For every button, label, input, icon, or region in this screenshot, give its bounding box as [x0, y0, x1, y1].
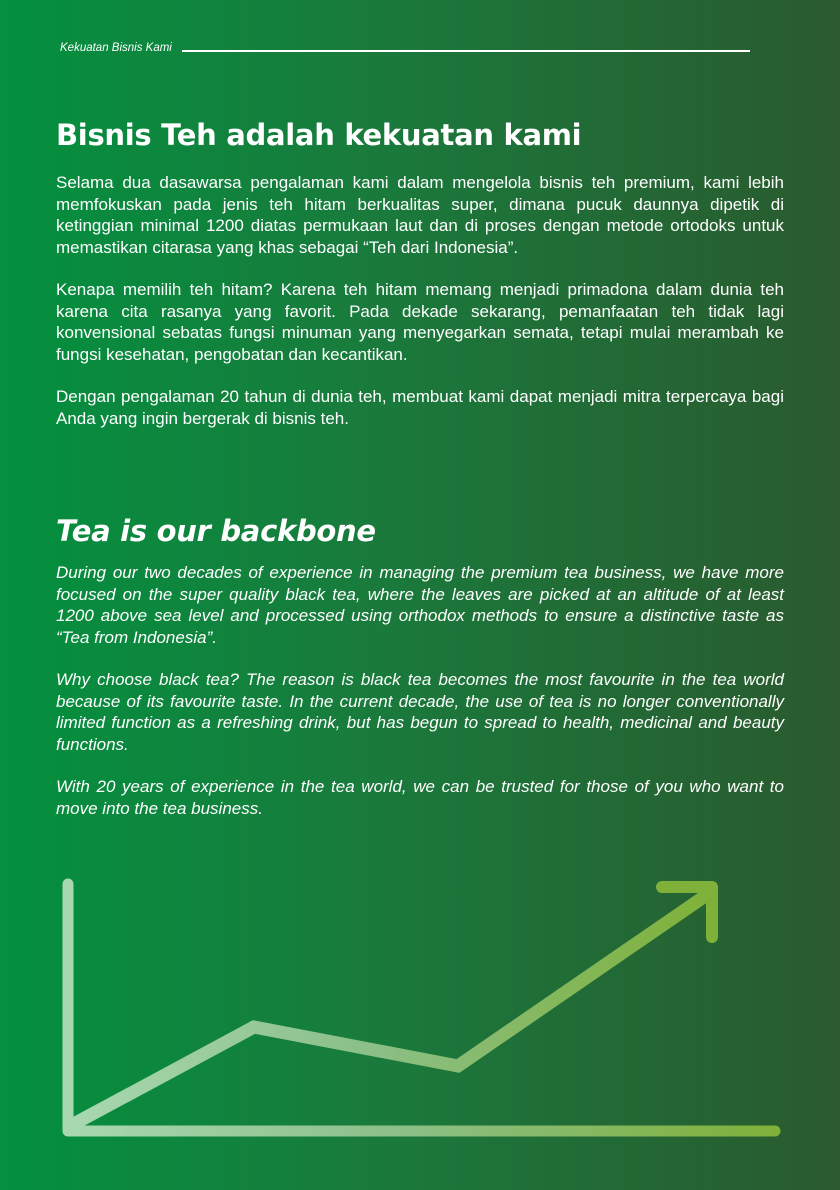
paragraph-en-3: With 20 years of experience in the tea world, we can be trusted for those of you who want to move into the tea business.: [56, 777, 784, 818]
growth-chart-arrow-icon: [0, 860, 840, 1160]
section-title-english: Tea is our backbone: [56, 514, 376, 548]
section-title-indonesian: Bisnis Teh adalah kekuatan kami: [56, 118, 582, 152]
section-english: [56, 514, 784, 840]
paragraph-en-1: During our two decades of experience in managing the premium tea business, we have more focused on the super quality black tea, where the leaves are picked at an altitude of at least 1200 above sea level and processed using orthodox methods to ensure a distinctive taste as “Tea from Indonesia”.: [56, 563, 784, 647]
header-divider: [182, 50, 750, 52]
paragraph-id-3: Dengan pengalaman 20 tahun di dunia teh, membuat kami dapat menjadi mitra terpercaya bagi Anda yang ingin bergerak di bisnis teh.: [56, 387, 784, 428]
section-indonesian: [56, 118, 784, 450]
paragraph-en-2: Why choose black tea? The reason is black tea becomes the most favourite in the tea world because of its favourite taste. In the current decade, the use of tea is no longer conventionally limited function as a refreshing drink, but has begun to spread to health, medicinal and beauty functions.: [56, 670, 784, 754]
header-label: Kekuatan Bisnis Kami: [60, 42, 172, 54]
page-header: [60, 42, 750, 54]
chart-trend-line: [70, 894, 708, 1126]
paragraph-id-2: Kenapa memilih teh hitam? Karena teh hitam memang menjadi primadona dalam dunia teh karena cita rasanya yang favorit. Pada dekade sekarang, pemanfaatan teh tidak lagi konvensional sebatas fungsi minuman yang menyegarkan semata, tetapi mulai merambah ke fungsi kesehatan, pengobatan dan kecantikan.: [56, 280, 784, 364]
paragraph-id-1: Selama dua dasawarsa pengalaman kami dalam mengelola bisnis teh premium, kami lebih memfokuskan pada jenis teh hitam berkualitas super, dimana pucuk daunnya dipetik di ketinggian minimal 1200 diatas permukaan laut dan di proses dengan metode ortodoks untuk memastikan citarasa yang khas sebagai “Teh dari Indonesia”.: [56, 173, 784, 257]
